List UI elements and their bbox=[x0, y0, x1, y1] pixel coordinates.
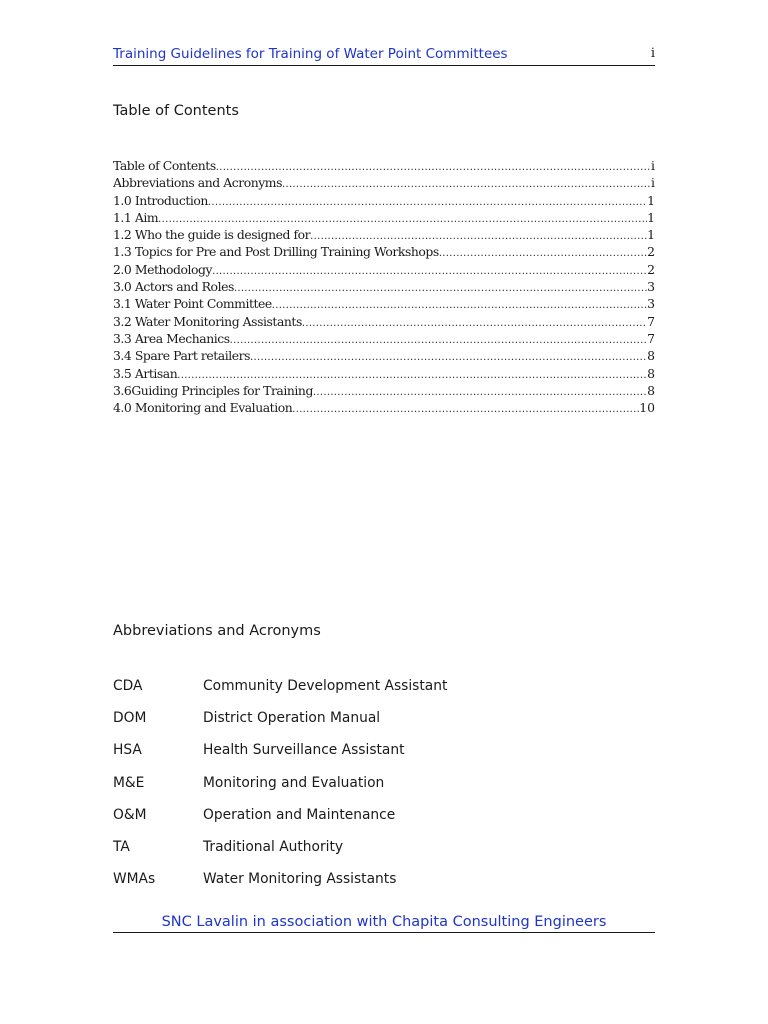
toc-entry-page: i bbox=[651, 158, 655, 173]
toc-dot-leader bbox=[230, 332, 647, 347]
toc-entry-label: 1.0 Introduction bbox=[113, 192, 208, 208]
abbreviation-definition: Traditional Authority bbox=[203, 838, 344, 855]
toc-entry-page: 1 bbox=[647, 209, 655, 225]
toc-heading: Table of Contents bbox=[113, 103, 239, 119]
page-footer bbox=[113, 911, 655, 933]
toc-entry-label: 3.2 Water Monitoring Assistants bbox=[113, 313, 302, 329]
toc-entry-label: 3.1 Water Point Committee bbox=[113, 296, 272, 312]
toc-entry[interactable] bbox=[113, 209, 655, 226]
toc-entry-label: 3.3 Area Mechanics bbox=[113, 330, 230, 346]
toc-entry-label: 1.1 Aim bbox=[113, 209, 159, 225]
toc-entry[interactable] bbox=[113, 278, 655, 295]
toc-entry-page: 8 bbox=[647, 365, 655, 381]
toc-entry-label: Table of Contents bbox=[113, 158, 216, 173]
toc-entry-label: 3.0 Actors and Roles bbox=[113, 279, 234, 295]
toc-dot-leader bbox=[234, 280, 647, 295]
toc-entry-page: 2 bbox=[647, 261, 655, 277]
toc-dot-leader bbox=[439, 245, 647, 260]
toc-entry-page: 2 bbox=[647, 244, 655, 260]
toc-dot-leader bbox=[292, 401, 639, 416]
toc-dot-leader bbox=[158, 211, 647, 226]
toc-entry[interactable] bbox=[113, 365, 655, 382]
abbreviation-row bbox=[113, 708, 655, 740]
abbreviation-term: CDA bbox=[113, 678, 143, 694]
abbreviation-definition: District Operation Manual bbox=[203, 710, 381, 727]
abbreviation-definition: Health Surveillance Assistant bbox=[203, 742, 405, 759]
abbreviation-row bbox=[113, 869, 655, 901]
toc-dot-leader bbox=[313, 384, 647, 399]
toc-dot-leader bbox=[310, 228, 647, 243]
toc-entry-page: 8 bbox=[647, 382, 655, 398]
toc-dot-leader bbox=[272, 297, 647, 312]
abbreviation-definition: Operation and Maintenance bbox=[203, 806, 396, 823]
toc-entry-label: 1.3 Topics for Pre and Post Drilling Training Workshops bbox=[113, 244, 439, 260]
toc-entry[interactable] bbox=[113, 330, 655, 347]
abbreviation-definition: Water Monitoring Assistants bbox=[203, 871, 397, 888]
header-title: Training Guidelines for Training of Water Point Committees bbox=[113, 46, 508, 62]
abbreviation-row bbox=[113, 676, 655, 708]
toc-dot-leader bbox=[250, 349, 647, 364]
toc-entry-page: 3 bbox=[647, 279, 655, 295]
header-page-number: i bbox=[650, 46, 655, 61]
abbreviation-term: M&E bbox=[113, 774, 145, 791]
toc-entry-page: 1 bbox=[647, 192, 655, 208]
toc-entry[interactable] bbox=[113, 399, 655, 416]
toc-entry-page: 7 bbox=[647, 313, 655, 329]
toc-entry[interactable] bbox=[113, 382, 655, 399]
toc-entry-page: 7 bbox=[647, 330, 655, 346]
toc-dot-leader bbox=[212, 263, 647, 278]
toc-entry-page: 8 bbox=[647, 348, 655, 364]
toc-entry[interactable] bbox=[113, 261, 655, 278]
toc-dot-leader bbox=[302, 315, 647, 330]
toc-entry-label: 3.4 Spare Part retailers bbox=[113, 348, 251, 364]
table-of-contents bbox=[113, 157, 655, 416]
toc-entry-label: 2.0 Methodology bbox=[113, 261, 213, 277]
page-header bbox=[113, 45, 655, 66]
footer-text: SNC Lavalin in association with Chapita Consulting Engineers bbox=[161, 914, 607, 930]
toc-dot-leader bbox=[282, 176, 651, 191]
toc-entry-label: 4.0 Monitoring and Evaluation bbox=[113, 400, 293, 416]
toc-entry[interactable] bbox=[113, 226, 655, 243]
abbreviation-term: O&M bbox=[113, 806, 147, 823]
toc-dot-leader bbox=[177, 367, 647, 382]
toc-entry[interactable] bbox=[113, 192, 655, 209]
toc-entry[interactable] bbox=[113, 243, 655, 260]
toc-entry-page: 10 bbox=[639, 400, 655, 416]
toc-entry[interactable] bbox=[113, 295, 655, 312]
abbreviation-row bbox=[113, 837, 655, 869]
abbreviation-row bbox=[113, 773, 655, 805]
toc-dot-leader bbox=[216, 159, 651, 174]
abbreviation-definition: Monitoring and Evaluation bbox=[203, 774, 385, 791]
abbreviation-term: WMAs bbox=[113, 871, 156, 888]
toc-entry-label: Abbreviations and Acronyms bbox=[113, 175, 282, 191]
abbreviation-term: HSA bbox=[113, 742, 142, 759]
abbreviation-row bbox=[113, 805, 655, 837]
toc-entry-label: 3.6Guiding Principles for Training bbox=[113, 382, 313, 398]
toc-entry-label: 3.5 Artisan bbox=[113, 365, 178, 381]
toc-entry[interactable] bbox=[113, 347, 655, 364]
toc-entry-page: 3 bbox=[647, 296, 655, 312]
toc-entry-page: i bbox=[651, 175, 655, 191]
abbreviations-heading: Abbreviations and Acronyms bbox=[113, 623, 321, 639]
abbreviations-list bbox=[113, 676, 655, 901]
abbreviation-term: TA bbox=[113, 838, 130, 855]
toc-entry[interactable] bbox=[113, 174, 655, 191]
abbreviation-definition: Community Development Assistant bbox=[203, 678, 448, 694]
toc-entry-label: 1.2 Who the guide is designed for bbox=[113, 227, 311, 243]
toc-entry[interactable] bbox=[113, 157, 655, 174]
abbreviation-term: DOM bbox=[113, 710, 147, 727]
toc-dot-leader bbox=[208, 194, 647, 209]
toc-entry-page: 1 bbox=[647, 227, 655, 243]
toc-entry[interactable] bbox=[113, 313, 655, 330]
abbreviation-row bbox=[113, 740, 655, 772]
